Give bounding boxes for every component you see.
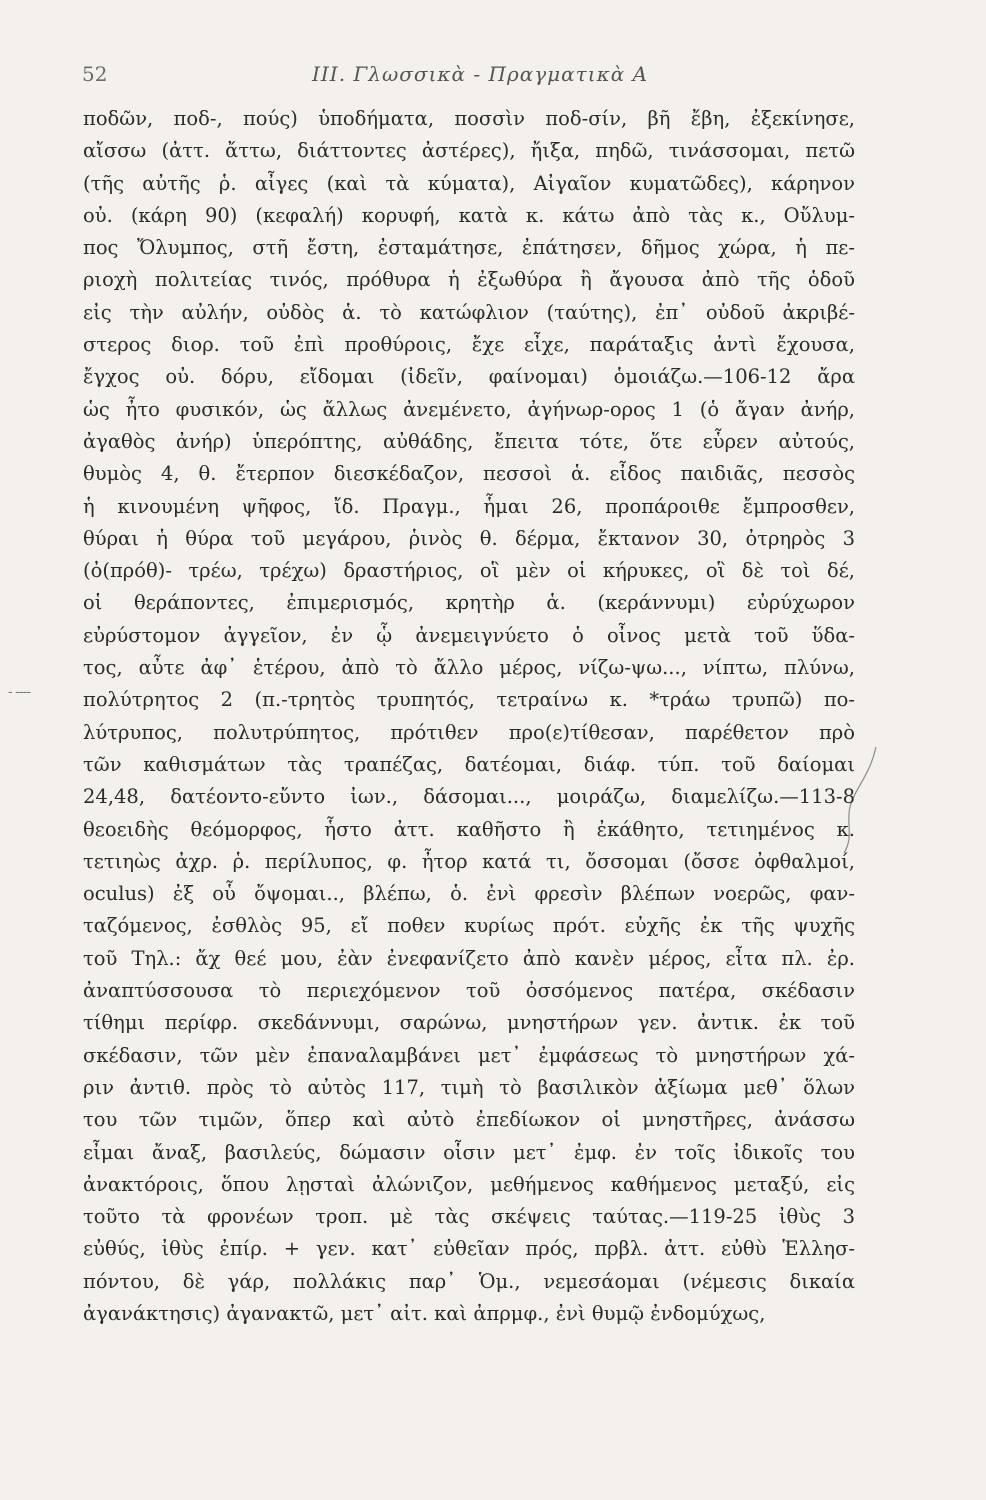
page-number: 52	[82, 62, 108, 86]
running-head: III. Γλωσσικὰ - Πραγματικὰ Α	[312, 62, 649, 86]
text-line: (ὀ(πρόθ)- τρέω, τρέχω) δραστήριος, οἳ μὲν οἱ κήρυκες, οἳ δὲ τοὶ δέ,	[83, 559, 855, 583]
text-line: ἀγαθὸς ἀνήρ) ὑπερόπτης, αὐθάδης, ἔπειτα τότε, ὅτε εὗρεν αὐτούς,	[83, 429, 855, 453]
text-line: ριν ἀντιθ. πρὸς τὸ αὐτὸς 117, τιμὴ τὸ βασιλικὸν ἀξίωμα μεθ᾽ ὅλων	[83, 1075, 855, 1099]
text-line: ἔγχος οὐ. δόρυ, εἴδομαι (ἰδεῖν, φαίνομαι) ὁμοιάζω.—106-12 ἄρα	[83, 365, 855, 389]
text-line: (τῆς αὐτῆς ῥ. αἶγες (καὶ τὰ κύματα), Αἰγαῖον κυματῶδες), κάρηνον	[83, 171, 855, 195]
margin-pencil-mark: - ----	[8, 684, 31, 700]
text-line: θυμὸς 4, θ. ἔτερπον διεσκέδαζον, πεσσοὶ ἁ. εἶδος παιδιᾶς, πεσσὸς	[83, 462, 855, 486]
text-line: εἶμαι ἄναξ, βασιλεύς, δώμασιν οἷσιν μετ᾽ ἐμφ. ἐν τοῖς ἰδικοῖς του	[83, 1140, 855, 1164]
text-line: ἀγανάκτησις) ἀγανακτῶ, μετ᾽ αἰτ. καὶ ἀπρμφ., ἐνὶ θυμῷ ἐνδομύχως,	[83, 1301, 766, 1325]
text-line: θεοειδὴς θεόμορφος, ἧστο ἀττ. καθῆστο ἢ ἐκάθητο, τετιημένος κ.	[83, 817, 855, 841]
text-line: θύραι ἡ θύρα τοῦ μεγάρου, ῥινὸς θ. δέρμα, ἔκτανον 30, ὀτρηρὸς 3	[83, 526, 855, 550]
text-line: ταζόμενος, ἐσθλὸς 95, εἴ ποθεν κυρίως πρότ. εὐχῆς ἐκ τῆς ψυχῆς	[83, 914, 855, 938]
text-line: πος Ὄλυμπος, στῆ ἔστη, ἐσταμάτησε, ἐπάτησεν, δῆμος χώρα, ἡ πε-	[83, 236, 855, 260]
text-line: σκέδασιν, τῶν μὲν ἐπαναλαμβάνει μετ᾽ ἐμφάσεως τὸ μνηστήρων χά-	[83, 1043, 855, 1067]
text-line: ὡς ἦτο φυσικόν, ὡς ἄλλως ἀνεμένετο, ἀγήνωρ-ορος 1 (ὁ ἄγαν ἀνήρ,	[83, 397, 855, 421]
text-line: αἴσσω (ἀττ. ἄττω, διάττοντες ἀστέρες), ἤιξα, πηδῶ, τινάσσομαι, πετῶ	[83, 139, 855, 163]
text-line: τίθημι περίφρ. σκεδάννυμι, σαρώνω, μνηστήρων γεν. ἀντικ. ἐκ τοῦ	[83, 1011, 855, 1035]
text-line: ἀνακτόροις, ὅπου λῃσταὶ ἀλώνιζον, μεθήμενος καθήμενος μεταξύ, εἰς	[83, 1172, 855, 1196]
text-line: εἰς τὴν αὐλήν, οὐδὸς ἁ. τὸ κατώφλιον (ταύτης), ἐπ᾽ οὐδοῦ ἀκριβέ-	[83, 300, 855, 324]
text-line: πόντου, δὲ γάρ, πολλάκις παρ᾽ Ὁμ., νεμεσάομαι (νέμεσις δικαία	[83, 1269, 855, 1293]
text-line: στερος διορ. τοῦ ἐπὶ προθύροις, ἔχε εἶχε, παράταξις ἀντὶ ἔχουσα,	[83, 333, 855, 357]
text-line: τοῦ Τηλ.: ἄχ θεέ μου, ἐὰν ἐνεφανίζετο ἀπὸ κανὲν μέρος, εἶτα πλ. ἐρ.	[83, 946, 855, 970]
text-line: ἡ κινουμένη ψῆφος, ἴδ. Πραγμ., ἧμαι 26, προπάροιθε ἔμπροσθεν,	[83, 494, 855, 518]
text-line: ἀναπτύσσουσα τὸ περιεχόμενον τοῦ ὀσσόμενος πατέρα, σκέδασιν	[83, 979, 855, 1003]
text-line: οἱ θεράποντες, ἐπιμερισμός, κρητὴρ ἁ. (κεράννυμι) εὐρύχωρον	[83, 591, 855, 615]
page-header	[0, 62, 986, 92]
text-line: oculus) ἐξ οὗ ὄψομαι.., βλέπω, ὁ. ἐνὶ φρεσὶν βλέπων νοερῶς, φαν-	[83, 882, 855, 906]
text-line: ριοχὴ πολιτείας τινός, πρόθυρα ἡ ἐξωθύρα ἢ ἄγουσα ἀπὸ τῆς ὁδοῦ	[83, 268, 855, 292]
text-line: εὐρύστομον ἀγγεῖον, ἐν ᾧ ἀνεμειγνύετο ὁ οἶνος μετὰ τοῦ ὕδα-	[83, 623, 855, 647]
text-line: ποδῶν, ποδ-, πούς) ὑποδήματα, ποσσὶν ποδ-σίν, βῆ ἔβη, ἐξεκίνησε,	[83, 107, 855, 130]
text-line: εὐθύς, ἰθὺς ἐπίρ. + γεν. κατ᾽ εὐθεῖαν πρός, πρβλ. ἀττ. εὐθὺ Ἑλλησ-	[83, 1237, 855, 1261]
text-line: τῶν καθισμάτων τὰς τραπέζας, δατέομαι, διάφ. τύπ. τοῦ δαίομαι	[83, 752, 855, 776]
text-line: 24,48, δατέοντο-εὔντο ἰων., δάσομαι..., μοιράζω, διαμελίζω.—113-8	[83, 785, 855, 809]
text-line: τοῦτο τὰ φρονέων τροπ. μὲ τὰς σκέψεις ταύτας.—119-25 ἰθὺς 3	[83, 1205, 855, 1229]
text-line: του τῶν τιμῶν, ὅπερ καὶ αὐτὸ ἐπεδίωκον οἱ μνηστῆρες, ἀνάσσω	[83, 1108, 855, 1132]
text-line: τετιηὼς ἀχρ. ῥ. περίλυπος, φ. ἦτορ κατά τι, ὄσσομαι (ὄσσε ὀφθαλμοί,	[83, 849, 855, 873]
text-line: λύτρυπος, πολυτρύπητος, πρότιθεν προ(ε)τίθεσαν, παρέθετον πρὸ	[83, 720, 855, 744]
text-line: οὐ. (κάρη 90) (κεφαλή) κορυφή, κατὰ κ. κάτω ἀπὸ τὰς κ., Οὔλυμ-	[83, 203, 855, 227]
commentary-text	[83, 103, 855, 1330]
text-line: πολύτρητος 2 (π.-τρητὸς τρυπητός, τετραίνω κ. *τράω τρυπῶ) πο-	[83, 688, 855, 712]
text-line: τος, αὖτε ἀφ᾽ ἑτέρου, ἀπὸ τὸ ἄλλο μέρος, νίζω-ψω..., νίπτω, πλύνω,	[83, 656, 855, 680]
